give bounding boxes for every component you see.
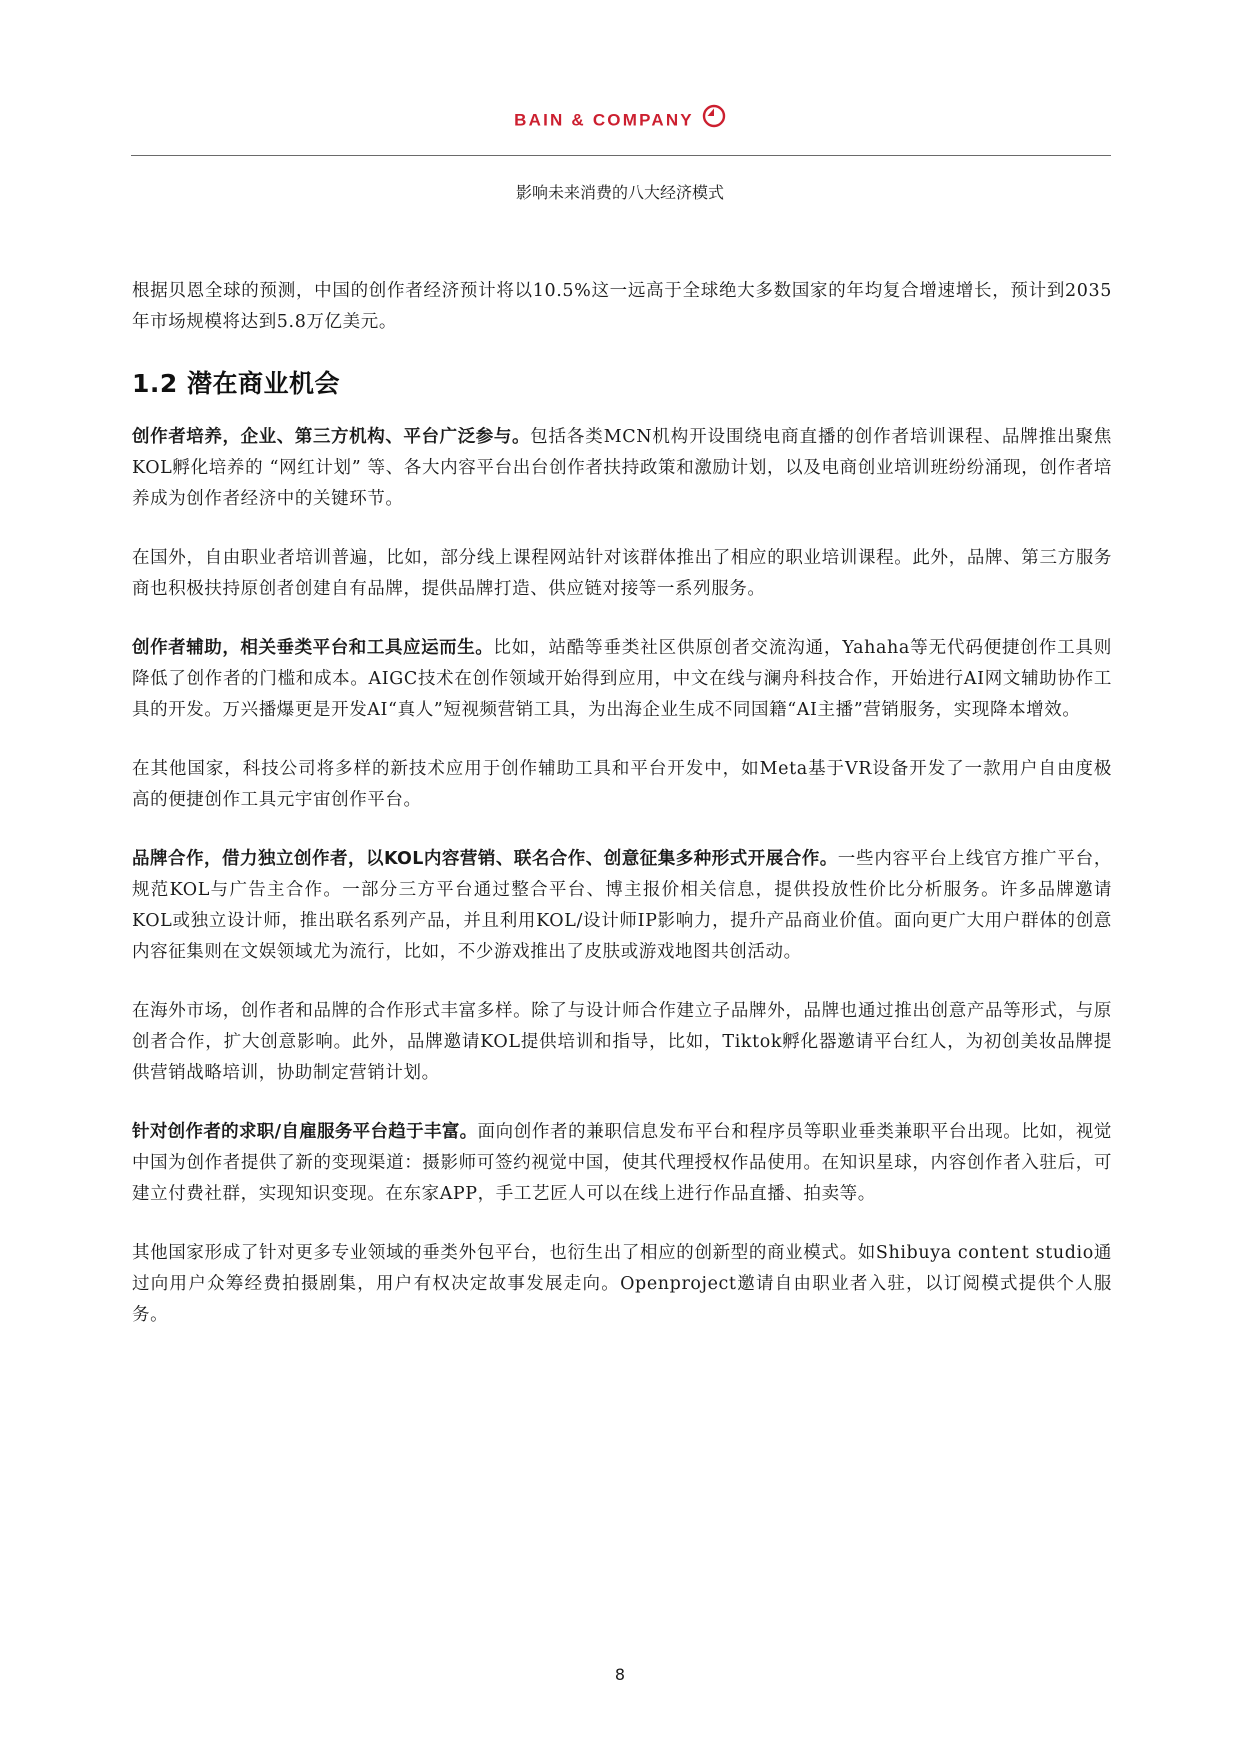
paragraph-creator-training [132,422,1112,515]
paragraph-lead: 创作者培养，企业、第三方机构、平台广泛参与。 [132,427,531,447]
page-number: 8 [614,1665,626,1684]
page-content [132,276,1112,1359]
paragraph-text: 在国外，自由职业者培训普遍，比如，部分线上课程网站针对该群体推出了相应的职业培训课程。此外，品牌、第三方服务商也积极扶持原创者创建自有品牌，提供品牌打造、供应链对接等一系列服务。 [132,548,1112,599]
paragraph-text: 在其他国家，科技公司将多样的新技术应用于创作辅助工具和平台开发中，如Meta基于VR设备开发了一款用户自由度极高的便捷创作工具元宇宙创作平台。 [132,759,1112,810]
paragraph-creator-tools [132,633,1112,726]
intro-paragraph: 根据贝恩全球的预测，中国的创作者经济预计将以10.5%这一远高于全球绝大多数国家的年均复合增速增长，预计到2035年市场规模将达到5.8万亿美元。 [132,281,1112,332]
paragraph-text: 面向创作者的兼职信息发布平台和程序员等职业垂类兼职平台出现。比如，视觉中国为创作者提供了新的变现渠道：摄影师可签约视觉中国，使其代理授权作品使用。在知识星球，内容创作者入驻后，可建立付费社群，实现知识变现。在东家APP，手工艺匠人可以在线上进行作品直播、拍卖等。 [132,1122,1113,1204]
document-title: 影响未来消费的八大经济模式 [515,183,724,202]
paragraph-brand-cooperation [132,844,1112,968]
paragraph-overseas-training [132,543,1112,605]
paragraph-text: 比如，站酷等垂类社区供原创者交流沟通，Yahaha等无代码便捷创作工具则降低了创作者的门槛和成本。AIGC技术在创作领域开始得到应用，中文在线与澜舟科技合作，开始进行AI网文辅助协作工具的开发。万兴播爆更是开发AI“真人”短视频营销工具，为出海企业生成不同国籍“AI主播”营销服务，实现降本增效。 [132,638,1112,720]
paragraph-overseas-brand [132,996,1112,1089]
paragraph-text: 其他国家形成了针对更多专业领域的垂类外包平台，也衍生出了相应的创新型的商业模式。如Shibuya content studio通过向用户众筹经费拍摄剧集，用户有权决定故事发展走向。Openproject邀请自由职业者入驻，以订阅模式提供个人服务。 [132,1243,1112,1325]
bain-circle-wedge-icon [702,104,726,134]
section-heading: 1.2 潜在商业机会 [132,369,340,398]
logo-text: BAIN & COMPANY [514,110,694,130]
header-divider [131,155,1111,156]
paragraph-job-platforms [132,1117,1112,1210]
bain-logo [0,108,1240,134]
paragraph-lead: 品牌合作，借力独立创作者，以KOL内容营销、联名合作、创意征集多种形式开展合作。 [132,849,838,869]
paragraph-text: 在海外市场，创作者和品牌的合作形式丰富多样。除了与设计师合作建立子品牌外，品牌也通过推出创意产品等形式，与原创者合作，扩大创意影响。此外，品牌邀请KOL提供培训和指导，比如，Tiktok孵化器邀请平台红人，为初创美妆品牌提供营销战略培训，协助制定营销计划。 [132,1001,1112,1083]
paragraph-overseas-tools [132,754,1112,816]
paragraph-text: 包括各类MCN机构开设围绕电商直播的创作者培训课程、品牌推出聚焦KOL孵化培养的 “网红计划” 等、各大内容平台出台创作者扶持政策和激励计划，以及电商创业培训班纷纷涌现，创作者培养成为创作者经济中的关键环节。 [132,427,1112,509]
paragraph-overseas-platforms [132,1238,1112,1331]
paragraph-lead: 创作者辅助，相关垂类平台和工具应运而生。 [132,638,494,658]
paragraph-lead: 针对创作者的求职/自雇服务平台趋于丰富。 [132,1122,478,1142]
paragraph-text: 一些内容平台上线官方推广平台，规范KOL与广告主合作。一部分三方平台通过整合平台、博主报价相关信息，提供投放性价比分析服务。许多品牌邀请KOL或独立设计师，推出联名系列产品，并且利用KOL/设计师IP影响力，提升产品商业价值。面向更广大用户群体的创意内容征集则在文娱领域尤为流行，比如，不少游戏推出了皮肤或游戏地图共创活动。 [132,849,1112,962]
